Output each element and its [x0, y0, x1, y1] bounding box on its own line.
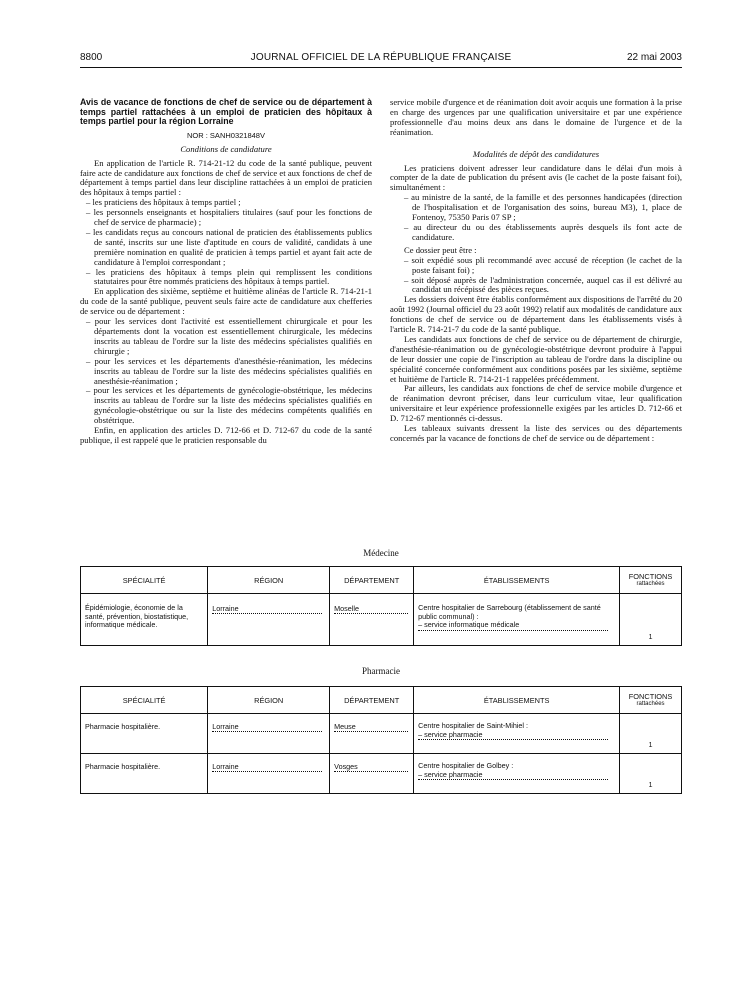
list-item: – pour les services dont l'activité est essentiellement chirurgicale et pour les départements dont la vocation est essentiellement chirurgicale, les médecins inscrits au tableau de l'ordre sur la liste des médecins spécialistes qualifiés en chirurgie ;: [80, 317, 372, 357]
column-header-departement: DÉPARTEMENT: [330, 567, 414, 594]
publication-date: 22 mai 2003: [626, 52, 682, 63]
cell-departement: [330, 754, 414, 794]
column-header-fonctions: [620, 687, 682, 714]
service-name: – service pharmacie: [418, 731, 608, 741]
region-value: Lorraine: [212, 762, 322, 772]
etablissement-name: Centre hospitalier de Golbey :: [418, 761, 514, 770]
service-name: – service pharmacie: [418, 771, 608, 781]
cell-fonctions: 1: [620, 714, 682, 754]
column-header-specialite: SPÉCIALITÉ: [81, 687, 208, 714]
specialty-list: [80, 317, 372, 426]
cell-specialite: Pharmacie hospitalière.: [81, 754, 208, 794]
paragraph: En application de l'article R. 714-21-12 du code de la santé publique, peuvent faire acte de candidature aux fonctions de chef de service et aux fonctions de chef de département à temps partiel dans leur discipline rattachées à un emploi de praticien des hôpitaux à temps partiel :: [80, 157, 372, 198]
paragraph: Les tableaux suivants dressent la liste des services ou des départements concernés par la vacance de fonctions de chef de service ou de département :: [390, 423, 682, 443]
list-item: – les personnels enseignants et hospitaliers titulaires (sauf pour les fonctions de chef de service de pharmacie) ;: [80, 208, 372, 228]
list-item: – les candidats reçus au concours national de praticien des établissements publics de santé, inscrits sur une liste d'aptitude en cours de validité, candidats à une première nomination en qualité de praticien à temps partiel et ayant fait acte de candidature à l'emploi correspondant ;: [80, 228, 372, 268]
cell-region: [208, 594, 330, 646]
right-column: [390, 98, 682, 444]
list-item: – soit déposé auprès de l'administration concernée, auquel cas il est délivré au candidat un récépissé des pièces reçues.: [390, 276, 682, 296]
column-header-specialite: SPÉCIALITÉ: [81, 567, 208, 594]
list-item: – au ministre de la santé, de la famille et des personnes handicapées (direction de l'hospitalisation et de l'organisation des soins, bureau M3), 1, place de Fontenoy, 75350 Paris 07 SP ;: [390, 193, 682, 223]
etablissement-name: Centre hospitalier de Saint-Mihiel :: [418, 721, 529, 730]
table-row: [81, 594, 682, 646]
departement-value: Moselle: [334, 604, 408, 614]
cell-etablissement: [414, 754, 620, 794]
table-medecine: [80, 566, 682, 646]
list-item: – pour les services et les départements de gynécologie-obstétrique, les médecins inscrits au tableau de l'ordre sur la liste des médecins spécialistes qualifiés en gynécologie-obstétrique ou sur la liste des médecins compétents qualifiés en obstétrique.: [80, 386, 372, 426]
paragraph: Les candidats aux fonctions de chef de service ou de département de chirurgie, d'anesthésie-réanimation ou de gynécologie-obstétrique devront produire à l'appui de leur dossier une copie de l'inscription au tableau de l'ordre dans la discipline ou spécialité concernée conformément aux conditions posées par les sixième, septième et huitième de l'article R. 714-21-1 rappelées précédemment.: [390, 333, 682, 384]
left-column: [80, 98, 372, 446]
column-header-etablissements: ÉTABLISSEMENTS: [414, 687, 620, 714]
region-value: Lorraine: [212, 604, 322, 614]
page-number: 8800: [80, 52, 103, 63]
etablissement-name: Centre hospitalier de Sarrebourg (établissement de santé public communal) :: [418, 603, 601, 621]
column-header-region: RÉGION: [208, 567, 330, 594]
cell-departement: [330, 714, 414, 754]
list-item: – au directeur du ou des établissements auprès desquels ils font acte de candidature.: [390, 223, 682, 243]
nor-reference: NOR : SANH0321848V: [187, 130, 265, 140]
fonctions-label: FONCTIONS: [628, 572, 673, 581]
cell-region: [208, 714, 330, 754]
fonctions-label: FONCTIONS: [628, 692, 673, 701]
cell-departement: [330, 594, 414, 646]
column-header-region: RÉGION: [208, 687, 330, 714]
cell-etablissement: [414, 714, 620, 754]
section-heading-conditions: Conditions de candidature: [180, 143, 272, 154]
service-name: – service informatique médicale: [418, 621, 608, 631]
header-rule: [80, 67, 682, 68]
submission-list: [390, 256, 682, 296]
list-item: – pour les services et les départements d'anesthésie-réanimation, les médecins inscrits au tableau de l'ordre sur la liste des médecins spécialistes qualifiés en anesthésie-réanimation ;: [80, 357, 372, 387]
eligibility-list: [80, 198, 372, 287]
rattachees-label: rattachées: [636, 701, 665, 707]
cell-specialite: Pharmacie hospitalière.: [81, 714, 208, 754]
page-header: [80, 52, 682, 68]
table-caption-medecine: Médecine: [363, 548, 399, 558]
notice-title: Avis de vacance de fonctions de chef de service ou de département à temps partiel rattachées à un emploi de praticien des hôpitaux à temps partiel pour la région Lorraine: [80, 97, 372, 127]
departement-value: Vosges: [334, 762, 408, 772]
cell-fonctions: 1: [620, 594, 682, 646]
paragraph: En application des sixième, septième et huitième alinéas de l'article R. 714-21-1 du code de la santé publique, peuvent seuls faire acte de candidature aux chefferies de service ou de département :: [80, 286, 372, 317]
cell-specialite: Épidémiologie, économie de la santé, prévention, biostatistique, informatique médicale.: [81, 594, 208, 646]
paragraph: Ce dossier peut être :: [404, 244, 477, 255]
cell-fonctions: 1: [620, 754, 682, 794]
table-header-row: [81, 687, 682, 714]
table-row: [81, 714, 682, 754]
addressee-list: [390, 193, 682, 243]
region-value: Lorraine: [212, 722, 322, 732]
table-row: [81, 754, 682, 794]
section-heading-modalites: Modalités de dépôt des candidatures: [472, 148, 600, 159]
paragraph: Enfin, en application des articles D. 712-66 et D. 712-67 du code de la santé publique, il est rappelé que le praticien responsable du: [80, 425, 372, 445]
column-header-etablissements: ÉTABLISSEMENTS: [414, 567, 620, 594]
cell-etablissement: [414, 594, 620, 646]
cell-region: [208, 754, 330, 794]
table-pharmacie: [80, 686, 682, 794]
column-header-departement: DÉPARTEMENT: [330, 687, 414, 714]
paragraph: Les dossiers doivent être établis conformément aux dispositions de l'arrêté du 20 août 1992 (Journal officiel du 23 août 1992) relatif aux modalités de candidature aux fonctions de chef de service ou de département dans les établissements visés à l'article R. 714-21-7 du code de la santé publique.: [390, 294, 682, 335]
column-header-fonctions: [620, 567, 682, 594]
list-item: – soit expédié sous pli recommandé avec accusé de réception (le cachet de la poste faisant foi) ;: [390, 256, 682, 276]
rattachees-label: rattachées: [636, 581, 665, 587]
list-item: – les praticiens des hôpitaux à temps plein qui remplissent les conditions statutaires pour être nommés praticiens des hôpitaux à temps partiel.: [80, 268, 372, 288]
paragraph: Par ailleurs, les candidats aux fonctions de chef de service mobile d'urgence et de réanimation devront préciser, dans leur curriculum vitae, leur qualification universitaire et leur expérience professionnelle exigées par les articles D. 712-66 et D. 712-67 mentionnés ci-dessus.: [390, 383, 682, 424]
list-item: – les praticiens des hôpitaux à temps partiel ;: [80, 198, 372, 208]
table-caption-pharmacie: Pharmacie: [362, 666, 400, 676]
departement-value: Meuse: [334, 722, 408, 732]
paragraph: Les praticiens doivent adresser leur candidature dans le délai d'un mois à compter de la date de publication du présent avis (le cachet de la poste faisant foi), simultanément :: [390, 162, 682, 193]
journal-title: JOURNAL OFFICIEL DE LA RÉPUBLIQUE FRANÇAISE: [250, 52, 512, 63]
paragraph: service mobile d'urgence et de réanimation doit avoir acquis une formation à la prise en charge des urgences par une qualification universitaire et par une expérience professionnelle d'au moins deux ans dans le domaine de l'urgence et de la réanimation.: [390, 97, 682, 137]
table-header-row: [81, 567, 682, 594]
